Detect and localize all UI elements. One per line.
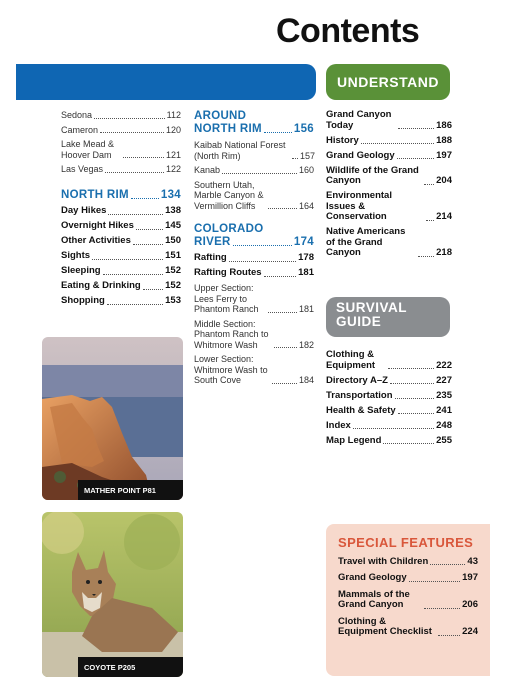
toc-entry[interactable]: Wildlife of the Grand Canyon 204 [326,164,452,186]
toc-entry[interactable]: Grand Canyon Today 186 [326,109,452,131]
toc-entry[interactable]: Southern Utah, Marble Canyon & Vermillion Cliffs 164 [194,179,314,211]
toc-entry[interactable]: Transportation 235 [326,389,452,401]
mather-point-photo [42,337,183,500]
toc-entry[interactable]: Map Legend 255 [326,434,452,446]
toc-entry[interactable]: Lake Mead & Hoover Dam 121 [61,139,181,160]
toc-entry[interactable]: Grand Geology 197 [338,572,478,583]
photo-caption: COYOTE P205 [78,657,183,677]
special-features-heading: SPECIAL FEATURES [338,535,474,550]
understand-heading: UNDERSTAND [326,64,450,100]
toc-entry[interactable]: Health & Safety 241 [326,404,452,416]
north-rim-list [61,206,181,307]
toc-entry[interactable]: Clothing & Equipment Checklist 224 [338,615,478,637]
around-north-rim-heading[interactable]: AROUND NORTH RIM 156 [194,110,314,135]
south-rim-continued-list [61,110,181,175]
around-north-rim-list [194,140,314,211]
header-bar [16,64,316,100]
photo-caption: MATHER POINT P81 [78,480,183,500]
canyon-illustration [42,337,183,500]
toc-entry[interactable]: Day Hikes 138 [61,205,181,216]
column-1 [61,110,181,311]
colorado-river-heading[interactable]: COLORADO RIVER 174 [194,223,314,248]
toc-entry[interactable]: Sleeping 152 [61,265,181,276]
toc-entry[interactable]: Overnight Hikes 145 [61,220,181,231]
toc-entry[interactable]: Rafting 178 [194,252,314,263]
north-rim-heading[interactable]: NORTH RIM 134 [61,188,181,201]
toc-entry[interactable]: Grand Geology 197 [326,149,452,161]
toc-entry[interactable]: Sights 151 [61,250,181,261]
toc-entry[interactable]: Rafting Routes 181 [194,267,314,278]
toc-entry[interactable]: Lower Section: Whitmore Wash to South Cove 184 [194,354,314,385]
column-3 [326,110,452,263]
coyote-photo [42,512,183,677]
toc-entry[interactable]: Eating & Drinking 152 [61,280,181,291]
toc-entry[interactable]: Upper Section: Lees Ferry to Phantom Ranch 181 [194,283,314,314]
toc-entry[interactable]: Kaibab National Forest (North Rim) 157 [194,140,316,161]
toc-entry[interactable]: Kanab 160 [194,165,314,175]
toc-entry[interactable]: Clothing & Equipment 222 [326,349,452,371]
survival-guide-heading: SURVIVAL GUIDE [326,297,450,337]
toc-entry[interactable]: Las Vegas 122 [61,164,181,174]
understand-list [326,110,452,259]
column-2 [194,110,314,390]
toc-entry[interactable]: Other Activities 150 [61,235,181,246]
toc-entry[interactable]: Directory A–Z 227 [326,374,452,386]
toc-entry[interactable]: Environmental Issues & Conservation 214 [326,190,452,222]
toc-entry[interactable]: Middle Section: Phantom Ranch to Whitmore Wash 182 [194,318,314,350]
toc-entry[interactable]: Cameron 120 [61,124,181,135]
toc-entry[interactable]: Native Americans of the Grand Canyon 218 [326,226,452,258]
toc-entry[interactable]: Shopping 153 [61,295,181,306]
toc-entry[interactable]: Travel with Children 43 [338,555,478,567]
coyote-illustration [42,512,183,677]
toc-entry[interactable]: Mammals of the Grand Canyon 206 [338,588,478,610]
toc-entry[interactable]: History 188 [326,134,452,146]
toc-entry[interactable]: Sedona 112 [61,110,181,120]
page-title: Contents [276,12,420,50]
special-features-box [326,524,490,676]
survival-list [326,350,452,451]
toc-entry[interactable]: Index 248 [326,419,452,431]
colorado-river-list [194,253,314,386]
